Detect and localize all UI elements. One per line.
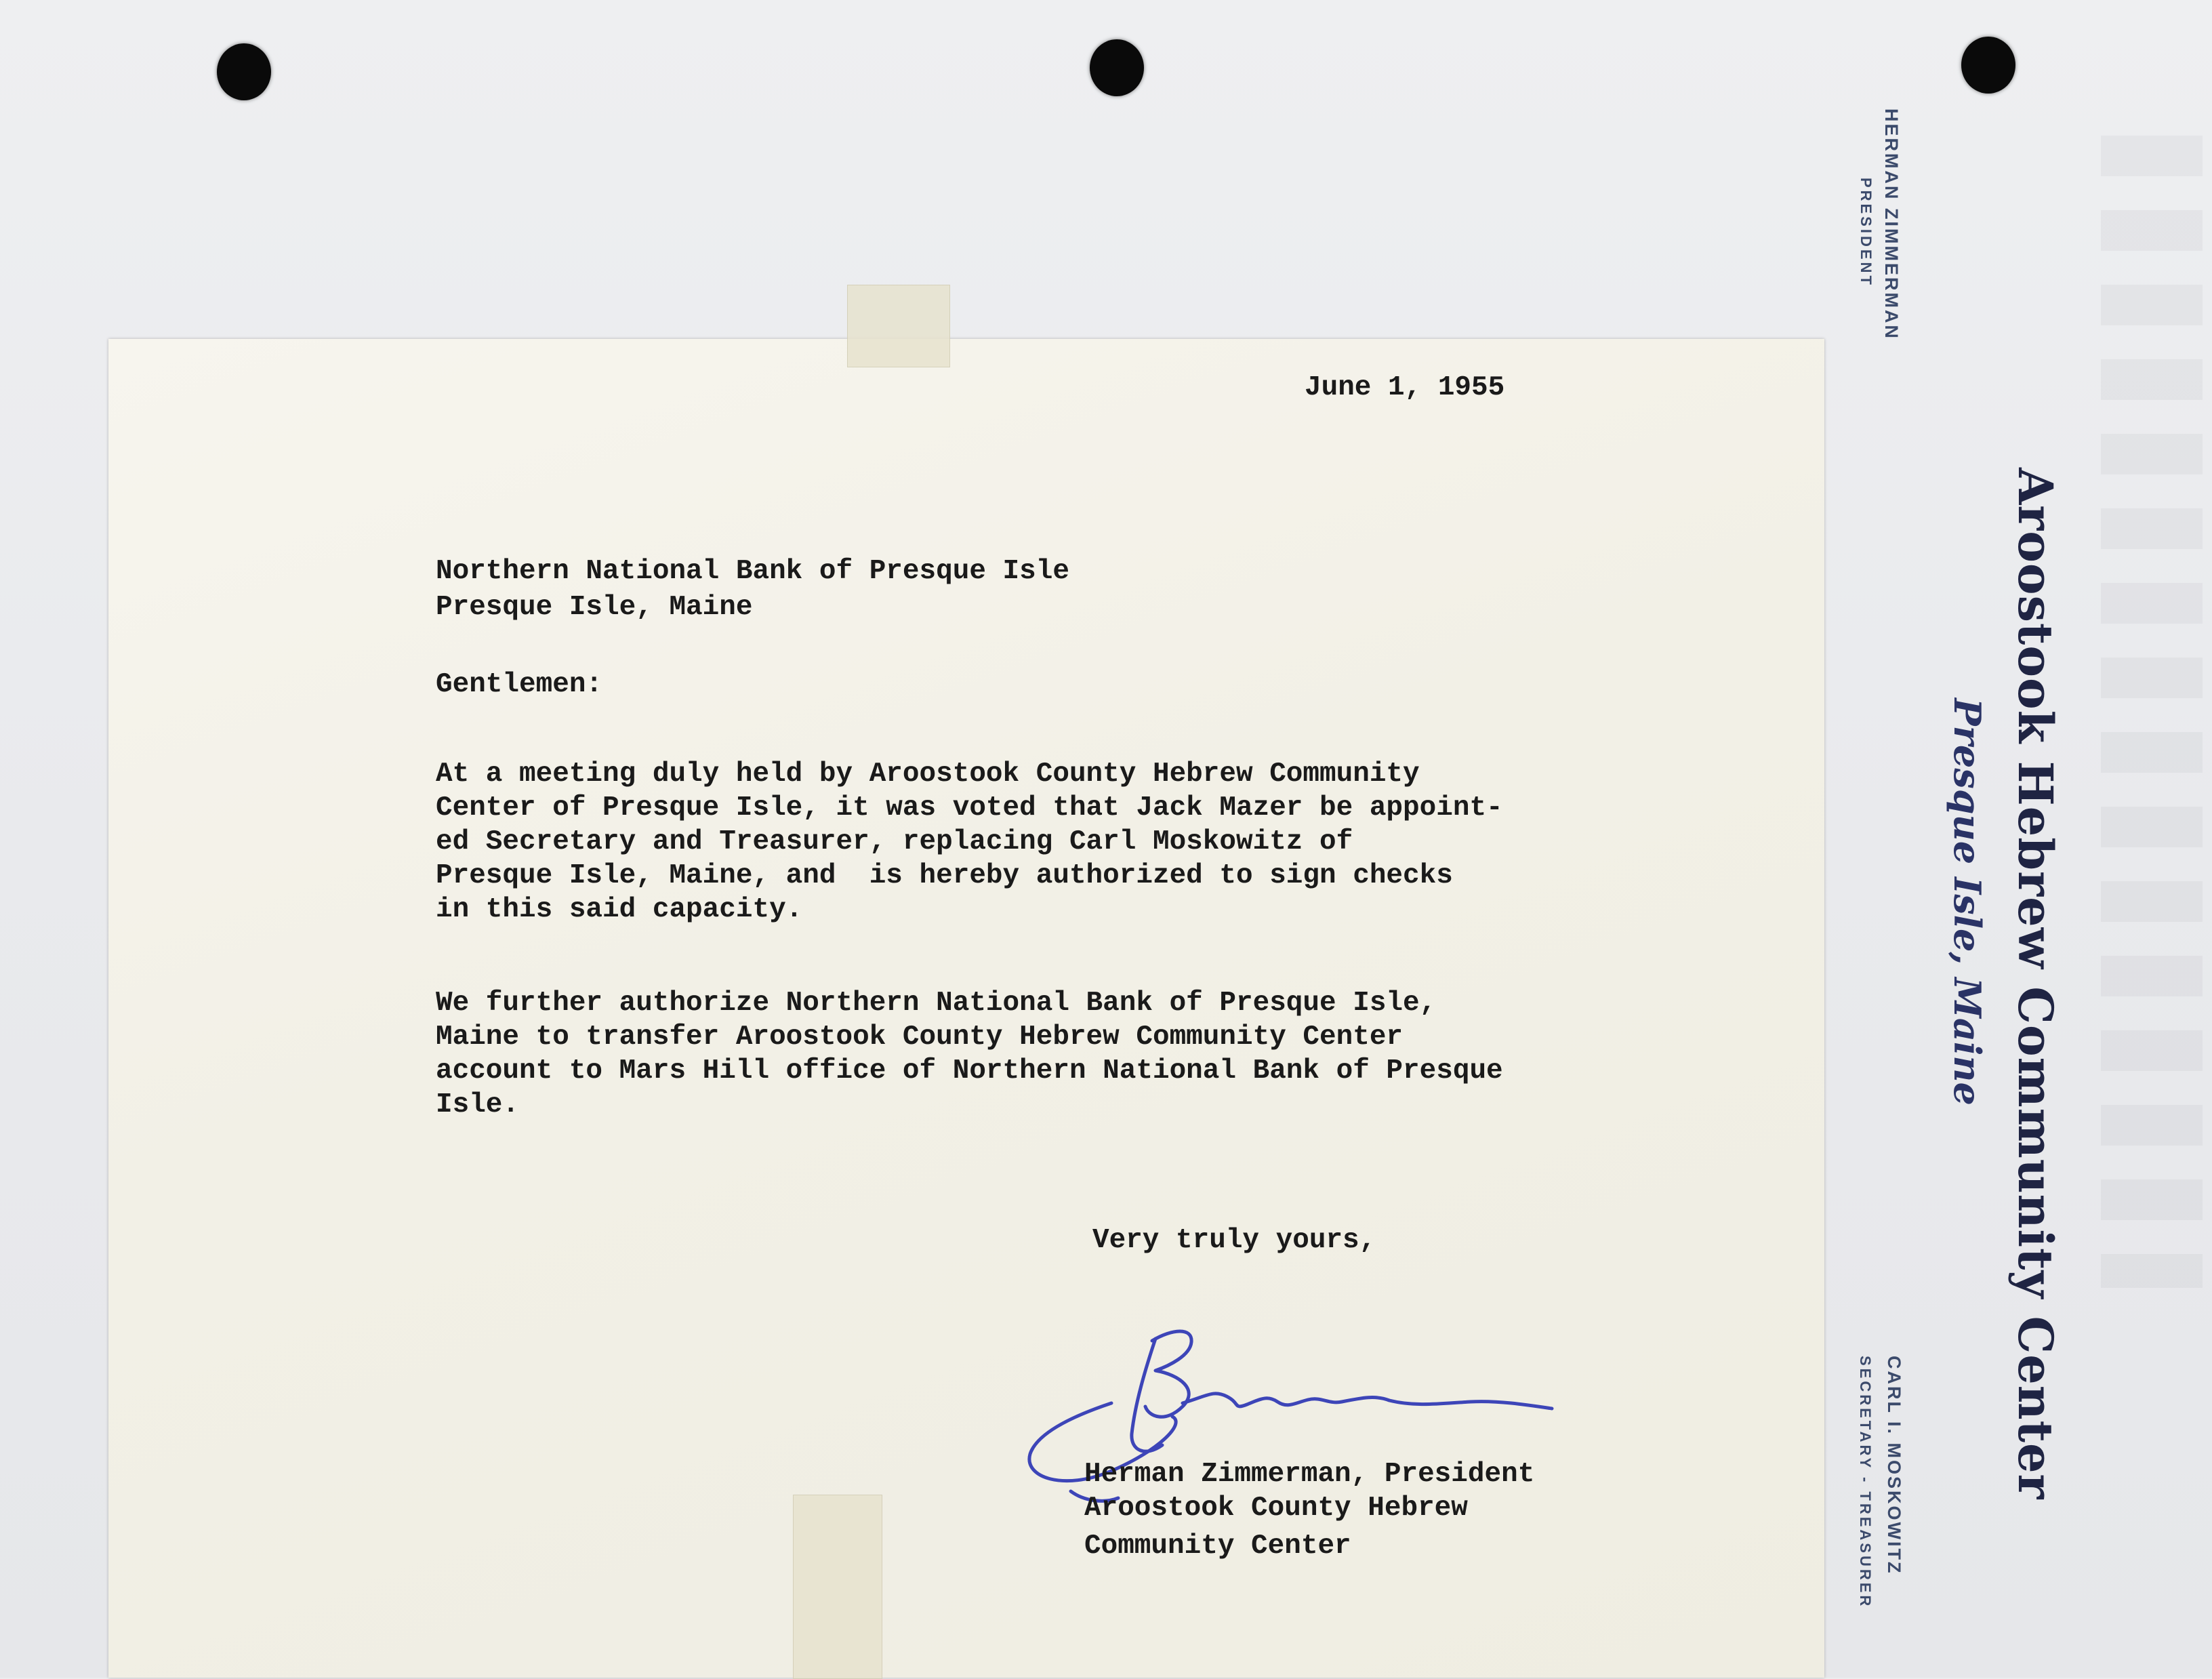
letterhead-president-title: PRESIDENT	[1858, 178, 1875, 287]
letterhead-secretary-name: CARL I. MOSKOWITZ	[1884, 1356, 1904, 1575]
recipient-address-line: Presque Isle, Maine	[436, 592, 753, 623]
letterhead-org-city: Presque Isle, Maine	[1946, 698, 1989, 1106]
signature-block-line: Herman Zimmerman, President	[1084, 1459, 1535, 1490]
signature-stroke	[1183, 1394, 1552, 1409]
letterhead-secretary-title: SECRETARY - TREASURER	[1857, 1356, 1874, 1609]
show-through-bleed	[2101, 136, 2203, 1288]
paragraph-2-line: Isle.	[436, 1089, 520, 1120]
letter-salutation: Gentlemen:	[436, 669, 603, 700]
paragraph-1-line: Center of Presque Isle, it was voted that Jack Mazer be appoint-	[436, 792, 1503, 824]
paragraph-1-line: At a meeting duly held by Aroostook County Hebrew Community	[436, 758, 1420, 790]
punch-hole-middle	[1090, 39, 1144, 96]
tape-strip-top	[847, 285, 950, 367]
paragraph-1-line: ed Secretary and Treasurer, replacing Carl Moskowitz of	[436, 826, 1353, 857]
tape-strip-bottom	[793, 1495, 882, 1679]
letterhead-org-name: Aroostook Hebrew Community Center	[2007, 468, 2064, 1500]
paragraph-1-line: in this said capacity.	[436, 894, 803, 925]
letterhead-president-name: HERMAN ZIMMERMAN	[1881, 108, 1902, 340]
paragraph-2-line: Maine to transfer Aroostook County Hebrew Community Center	[436, 1021, 1404, 1053]
letter-closing: Very truly yours,	[1092, 1225, 1376, 1256]
signature-block-line: Community Center	[1084, 1531, 1351, 1562]
signature-stroke	[1132, 1339, 1162, 1451]
signature-block-line: Aroostook County Hebrew	[1084, 1493, 1468, 1524]
paragraph-1-line: Presque Isle, Maine, and is hereby authorized to sign checks	[436, 860, 1453, 891]
paragraph-2-line: We further authorize Northern National Bank of Presque Isle,	[436, 988, 1437, 1019]
punch-hole-right	[1961, 37, 2015, 94]
punch-hole-left	[217, 43, 271, 100]
recipient-address-line: Northern National Bank of Presque Isle	[436, 556, 1069, 587]
letter-date: June 1, 1955	[1305, 372, 1505, 403]
paragraph-2-line: account to Mars Hill office of Northern National Bank of Presque	[436, 1055, 1503, 1087]
